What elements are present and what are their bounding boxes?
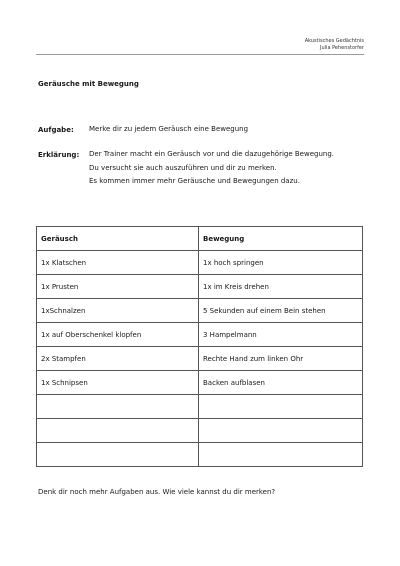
movement-cell: 3 Hampelmann [199, 323, 363, 347]
column-header-movement: Bewegung [199, 227, 363, 251]
table-row [37, 323, 363, 347]
movement-cell: Backen aufblasen [199, 371, 363, 395]
noise-cell: 1x Klatschen [37, 251, 199, 275]
movement-cell [199, 419, 363, 443]
movement-cell: 5 Sekunden auf einem Bein stehen [199, 299, 363, 323]
table-row [37, 275, 363, 299]
column-header-noise: Geräusch [37, 227, 199, 251]
noise-cell [37, 419, 199, 443]
explanation-text [89, 148, 334, 189]
movement-cell: Rechte Hand zum linken Ohr [199, 347, 363, 371]
empty-table-row [37, 443, 363, 467]
empty-table-row [37, 395, 363, 419]
noise-cell: 2x Stampfen [37, 347, 199, 371]
explanation-line: Es kommen immer mehr Geräusche und Bewegungen dazu. [89, 177, 300, 185]
page-title: Geräusche mit Bewegung [38, 80, 139, 88]
noise-cell: 1x auf Oberschenkel klopfen [37, 323, 199, 347]
noise-cell [37, 443, 199, 467]
noise-cell: 1x Schnipsen [37, 371, 199, 395]
closing-prompt: Denk dir noch mehr Aufgaben aus. Wie viele kannst du dir merken? [38, 488, 276, 496]
table-row [37, 299, 363, 323]
noise-movement-table [36, 226, 363, 467]
table-row [37, 371, 363, 395]
page-header [305, 38, 364, 52]
table-row [37, 251, 363, 275]
task-text: Merke dir zu jedem Geräusch eine Bewegung [89, 125, 249, 133]
table-header-row [37, 227, 363, 251]
explanation-line: Du versucht sie auch auszuführen und dir zu merken. [89, 163, 277, 172]
explanation-label: Erklärung: [38, 151, 80, 159]
movement-cell [199, 395, 363, 419]
header-author: Julia Pehenstorfer [320, 45, 364, 51]
movement-cell: 1x im Kreis drehen [199, 275, 363, 299]
movement-cell: 1x hoch springen [199, 251, 363, 275]
noise-cell: 1xSchnalzen [37, 299, 199, 323]
empty-table-row [37, 419, 363, 443]
task-label: Aufgabe: [38, 126, 74, 134]
noise-cell: 1x Prusten [37, 275, 199, 299]
noise-cell [37, 395, 199, 419]
header-subject: Akustisches Gedächtnis [304, 38, 364, 44]
explanation-line: Der Trainer macht ein Geräusch vor und die dazugehörige Bewegung. [89, 150, 334, 158]
movement-cell [199, 443, 363, 467]
table-row [37, 347, 363, 371]
header-divider [36, 54, 364, 55]
